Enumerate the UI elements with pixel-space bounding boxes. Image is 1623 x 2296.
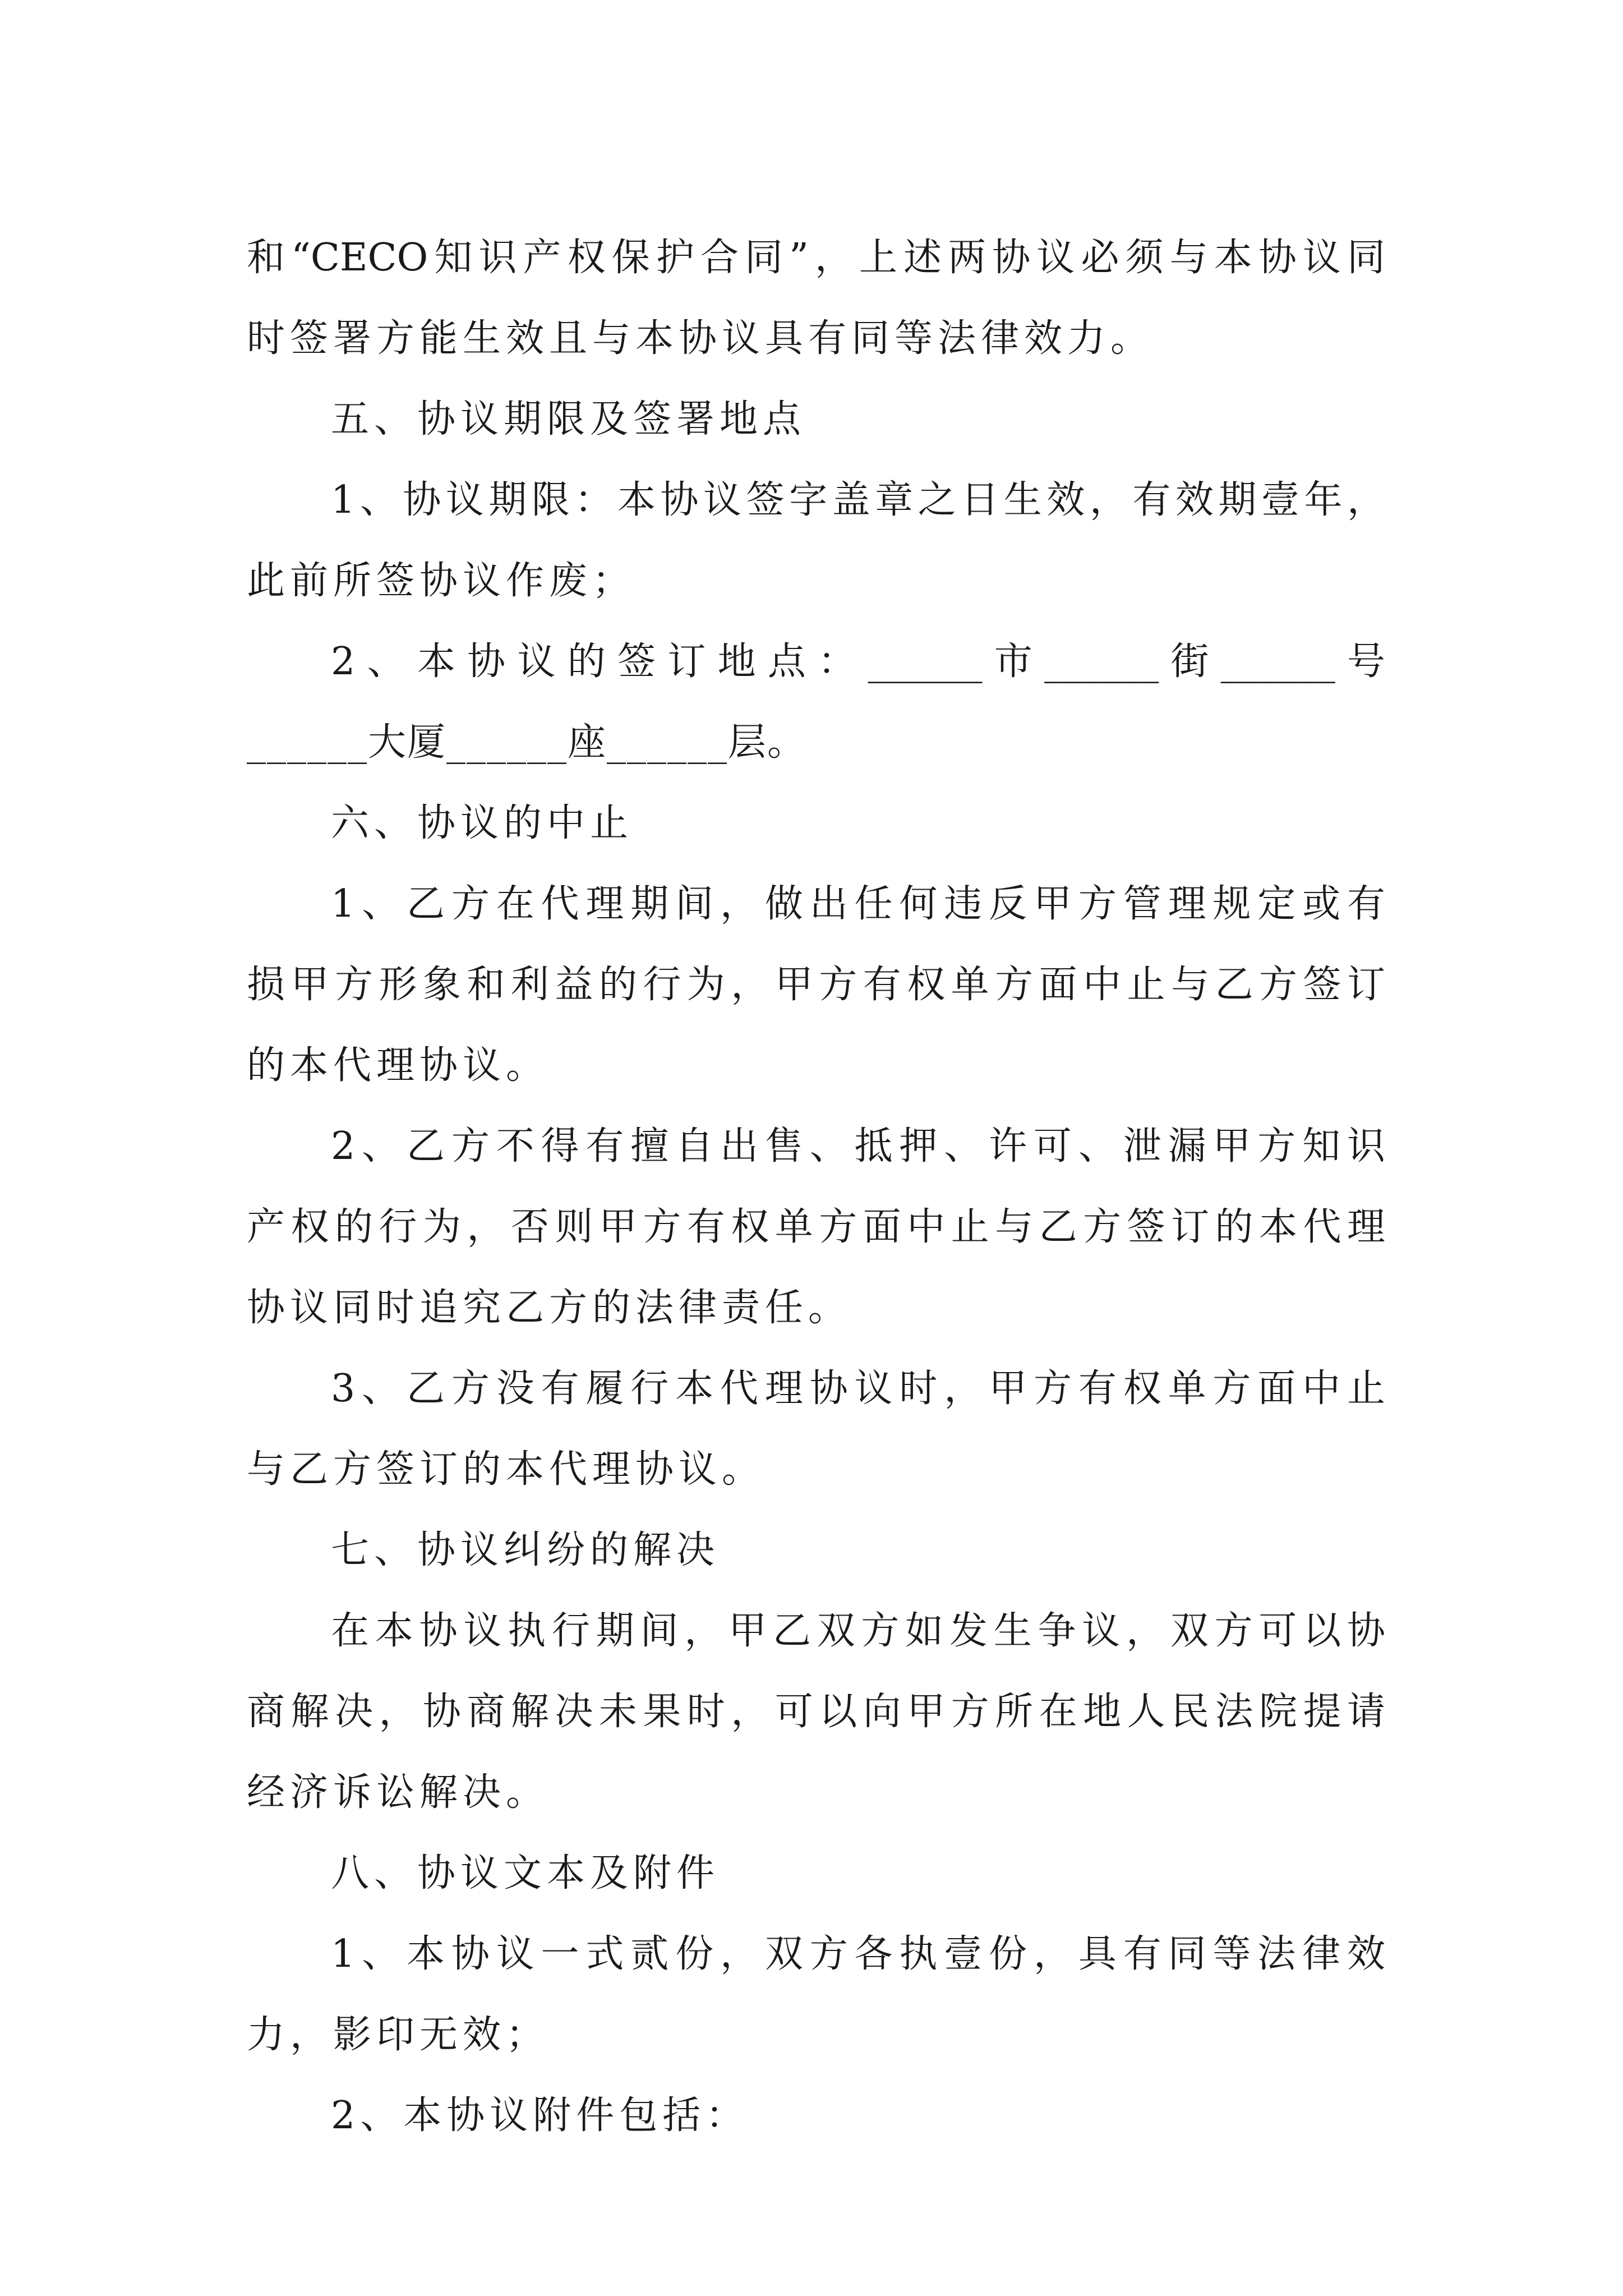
section-heading: 六、协议的中止 [331,801,634,845]
text-line: 3、乙方没有履行本代理协议时，甲方有权单方面中止 [331,1366,1385,1411]
text-line: 1、乙方在代理期间，做出任何违反甲方管理规定或有 [331,882,1385,926]
text-line: 在本协议执行期间，甲乙双方如发生争议，双方可以协 [331,1609,1385,1653]
section-heading: 八、协议文本及附件 [331,1851,720,1895]
text-line: 1、协议期限：本协议签字盖章之日生效，有效期壹年， [331,478,1385,522]
section-heading: 七、协议纠纷的解决 [331,1528,720,1572]
text-line: 时签署方能生效且与本协议具有同等法律效力。 [247,316,1154,361]
text-line: 商解决，协商解决未果时，可以向甲方所在地人民法院提请 [247,1690,1385,1734]
text-line: 的本代理协议。 [247,1043,550,1088]
text-line: ______大厦______座______层。 [247,720,807,765]
text-line: 2、乙方不得有擅自出售、抵押、许可、泄漏甲方知识 [331,1124,1385,1168]
document-body [247,218,1385,2156]
section-heading: 五、协议期限及签署地点 [331,397,806,441]
text-line: 2、本协议附件包括： [331,2093,749,2138]
text-line: 损甲方形象和利益的行为，甲方有权单方面中止与乙方签订 [247,963,1385,1007]
text-line: 与乙方签订的本代理协议。 [247,1447,766,1492]
text-line: 产权的行为，否则甲方有权单方面中止与乙方签订的本代理 [247,1205,1385,1249]
text-line: 经济诉讼解决。 [247,1770,550,1815]
text-line: 协议同时追究乙方的法律责任。 [247,1286,852,1330]
text-line: 2、本协议的签订地点：______市______街______号 [331,639,1385,684]
text-line: 此前所签协议作废； [247,559,636,603]
text-line: 力，影印无效； [247,2013,550,2057]
text-line: 和“CECO知识产权保护合同”，上述两协议必须与本协议同 [247,236,1385,280]
text-line: 1、本协议一式贰份，双方各执壹份，具有同等法律效 [331,1932,1385,1976]
